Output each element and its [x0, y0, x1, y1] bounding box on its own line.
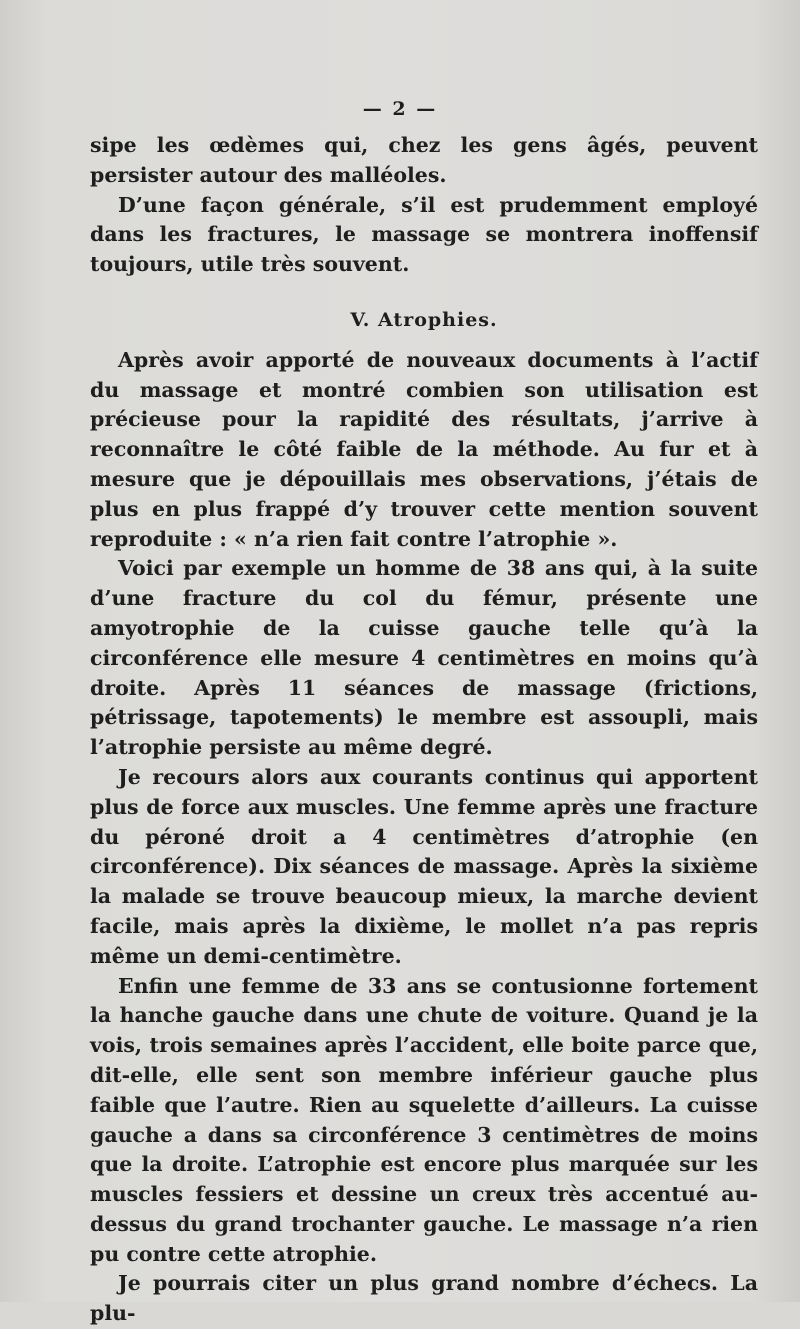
section-title: V. Atrophies. — [350, 308, 498, 331]
paragraph: Enfin une femme de 33 ans se contusionne fortement la hanche gauche dans une chute de voiture. Quand je la vois, trois semaines après l’accident, elle boite parce que, dit-elle, elle sent son membre inférieur gauche plus faible que l’autre. Rien au squelette d’ailleurs. La cuisse gauche a dans sa circonférence 3 centimètres de moins que la droite. L’atrophie est encore plus marquée sur les muscles fessiers et dessine un creux très accentué au-dessus du grand trochanter gauche. Le massage n’a rien pu contre cette atrophie. — [90, 973, 758, 1266]
paragraph: Après avoir apporté de nouveaux documents à l’actif du massage et montré combien son utilisation est précieuse pour la rapidité des résultats, j’arrive à reconnaître le côté faible de la méthode. Au fur et à mesure que je dépouillais mes observations, j’étais de plus en plus frappé d’y trouver cette mention souvent reproduite : « n’a rien fait contre l’atrophie ». — [90, 347, 758, 551]
paragraph: Voici par exemple un homme de 38 ans qui, à la suite d’une fracture du col du fémur, présente une amyotrophie de la cuisse gauche telle qu’à la circonférence elle mesure 4 centimètres en moins qu’à droite. Après 11 séances de massage (frictions, pétrissage, tapotements) le membre est assoupli, mais l’atrophie persiste au même degré. — [90, 556, 758, 760]
page-number: — 2 — — [362, 98, 438, 120]
paragraph: sipe les œdèmes qui, chez les gens âgés, peuvent persister autour des malléoles. — [90, 133, 758, 187]
paragraph: Je recours alors aux courants continus qui apportent plus de force aux muscles. Une femme après une fracture du péroné droit a 4 centimètres d’atrophie (en circonférence). Dix séances de massage. Après la sixième la malade se trouve beaucoup mieux, la marche devient facile, mais après la dixième, le mollet n’a pas repris même un demi-centimètre. — [90, 764, 758, 968]
paragraph: Je pourrais citer un plus grand nombre d’échecs. La plu- — [90, 1271, 758, 1326]
paragraph: D’une façon générale, s’il est prudemment employé dans les fractures, le massage se montrera inoffensif toujours, utile très souvent. — [90, 192, 758, 277]
body-text — [90, 131, 758, 1329]
